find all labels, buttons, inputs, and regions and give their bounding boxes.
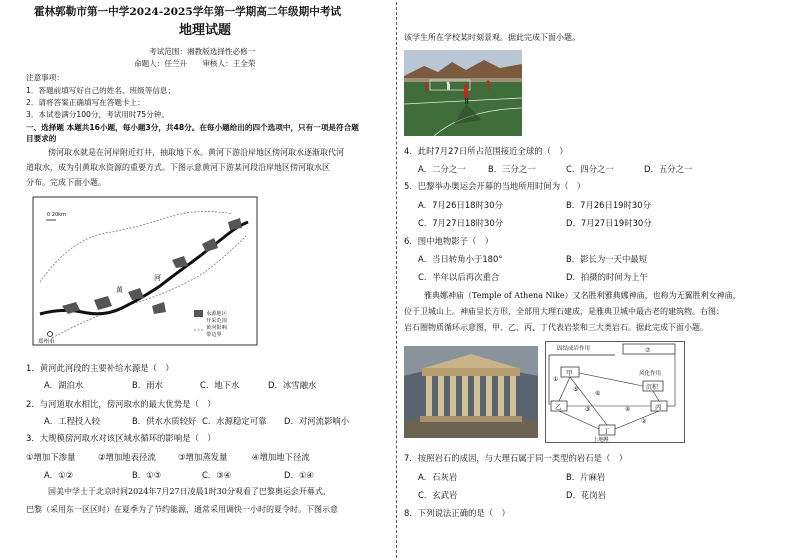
diagram-label: ⑦ <box>645 347 651 354</box>
question-stem: 7．按照岩石的成因，与大理石属于同一类型的岩石是（ ） <box>404 453 628 463</box>
diagram-label: ⑥ <box>595 390 601 397</box>
diagram-label: 固结成岩作用 <box>557 346 591 352</box>
map-scale: 0 20km <box>47 212 66 218</box>
option[interactable]: B．雨水 <box>132 380 163 390</box>
passage-line: 位于卫城山上。神庙呈长方形，全部用大理石建成，是雅典卫城中最古老的建筑物。右图： <box>404 307 724 316</box>
statement: ④增加地下径流 <box>252 452 310 462</box>
diagram-label: ① <box>553 376 559 383</box>
option[interactable]: B．①③ <box>132 470 162 480</box>
legend-label: 水源地区 <box>206 311 227 317</box>
subject-title: 地理试题 <box>179 23 232 38</box>
notice-item: 3．本试卷满分100分，考试用时75分钟。 <box>26 110 169 119</box>
option[interactable]: C．③④ <box>202 470 232 480</box>
option[interactable]: C．水源稳定可靠 <box>202 416 267 426</box>
diagram-label: 丁 <box>603 427 610 435</box>
rock-cycle-diagram <box>545 341 685 443</box>
column-divider <box>396 2 397 558</box>
diagram-label: 沉积 <box>646 384 659 391</box>
option[interactable]: D．冰雪融水 <box>268 380 317 390</box>
legend-label: 带边界 <box>206 332 222 338</box>
diagram-label: 甲 <box>566 369 573 377</box>
diagram-label: 风化作用 <box>639 371 662 377</box>
passage-line: 分布。完成下面小题。 <box>26 178 106 187</box>
temple-photo <box>404 346 538 438</box>
diagram-label: ② <box>641 418 647 425</box>
legend-label: 开采范围 <box>206 318 227 324</box>
option[interactable]: A．7月26日18时30分 <box>418 200 503 210</box>
option[interactable]: D．①④ <box>284 470 314 480</box>
passage-line: 该学生所在学校某时刻景观。据此完成下面小题。 <box>404 33 580 42</box>
option[interactable]: B．影长为一天中最短 <box>566 254 648 264</box>
notice-item: 1．答题前填写好自己的姓名、班级等信息； <box>26 86 176 95</box>
notice-title: 注意事项： <box>26 73 64 82</box>
option[interactable]: A．二分之一 <box>418 164 466 174</box>
passage-line: 岩石圈物质循环示意图，甲、乙、丙、丁代表岩浆和三大类岩石。据此完成下面小题。 <box>404 323 708 332</box>
option[interactable]: C．地下水 <box>200 380 240 390</box>
question-stem: 2．与河道取水相比，傍河取水的最大优势是（ ） <box>26 399 216 409</box>
exam-authors: 命题人：任兰升 审核人：王全荣 <box>134 59 256 68</box>
legend-swatch <box>194 310 203 317</box>
option[interactable]: D．对河流影响小 <box>284 416 350 426</box>
option[interactable]: B．片麻岩 <box>566 472 606 482</box>
campus-photo <box>404 50 522 136</box>
passage-line: 巴黎（采用东一区区时）在夏季为了节约能源，通常采用调快一小时的夏令时。下图示意 <box>26 505 338 514</box>
option[interactable]: D．拍摄的时间为上午 <box>566 272 648 282</box>
statement: ③增加蒸发量 <box>178 452 228 462</box>
option[interactable]: D．7月27日19时30分 <box>566 218 652 228</box>
diagram-label: 乙 <box>555 403 562 411</box>
option[interactable]: C．四分之一 <box>566 164 614 174</box>
passage-line: 傍河取水就是在河岸附近打井，抽取地下水。黄河下游沿岸地区傍河取水逐渐取代河 <box>48 148 344 157</box>
option[interactable]: D．花岗岩 <box>566 490 606 500</box>
river-label: 河 <box>154 274 161 282</box>
diagram-label: ④ <box>625 406 631 413</box>
statement: ①增加下渗量 <box>26 452 76 462</box>
exam-scope: 考试范围：湘教版选择性必修一 <box>149 47 256 56</box>
section-heading: 目要求的 <box>26 134 57 143</box>
question-stem: 1．黄河此河段的主要补给水源是（ ） <box>26 363 174 373</box>
option[interactable]: B．7月26日19时30分 <box>566 200 651 210</box>
diagram-label: ⑤ <box>573 386 579 393</box>
legend-label: 黄河影响 <box>206 325 227 331</box>
notice-item: 2．请将答案正确填写在答题卡上； <box>26 98 145 107</box>
option[interactable]: A．石灰岩 <box>418 472 458 482</box>
question-stem: 4．此时7月27日所占范围接近全球的（ ） <box>404 146 568 156</box>
question-stem: 6．图中地物影子（ ） <box>404 236 494 246</box>
question-stem: 8．下列说法正确的是（ ） <box>404 508 510 518</box>
passage-line: 国美中学士于北京时间2024年7月27日凌晨1时30分观看了巴黎奥运会开幕式， <box>48 487 331 496</box>
city-label: 郑州市 <box>38 339 55 345</box>
option[interactable]: C．7月27日18时30分 <box>418 218 504 228</box>
diagram-label: 丙 <box>655 403 662 411</box>
passage-line: 雅典娜神庙（Temple of Athena Nike）又名胜利雅典娜神庙，也称为无翼胜利女神庙， <box>424 291 741 300</box>
option[interactable]: C．玄武岩 <box>418 490 458 500</box>
option[interactable]: B．三分之一 <box>488 164 536 174</box>
river-label: 黄 <box>116 286 123 294</box>
diagram-label: 上地幔 <box>593 437 609 443</box>
option[interactable]: A．①② <box>44 470 74 480</box>
exam-title: 霍林郭勒市第一中学2024-2025学年第一学期高二年级期中考试 <box>34 6 342 18</box>
statement: ②增加地表径流 <box>98 452 156 462</box>
question-stem: 5．巴黎举办奥运会开幕的当地所用时间为（ ） <box>404 181 586 191</box>
section-heading: 一、选择题 本题共16小题，每小题3分，共48分。在每小题给出的四个选项中，只有一项是符合题 <box>26 123 359 132</box>
option[interactable]: A．湖泊水 <box>44 380 84 390</box>
option[interactable]: D．五分之一 <box>644 164 693 174</box>
question-stem: 3．大规模傍河取水对该区域水循环的影响是（ ） <box>26 433 216 443</box>
diagram-label: ③ <box>585 406 591 413</box>
option[interactable]: B．供水水质较好 <box>132 416 197 426</box>
yellow-river-map <box>32 196 258 346</box>
option[interactable]: A．当日转角小于180° <box>418 254 503 264</box>
passage-line: 道取水，成为引黄取水资源的重要方式。下图示意黄河下游某河段沿岸地区傍河取水区 <box>26 163 330 172</box>
option[interactable]: A．工程投入较 <box>44 416 100 426</box>
option[interactable]: C．半年以后再次重合 <box>418 272 500 282</box>
